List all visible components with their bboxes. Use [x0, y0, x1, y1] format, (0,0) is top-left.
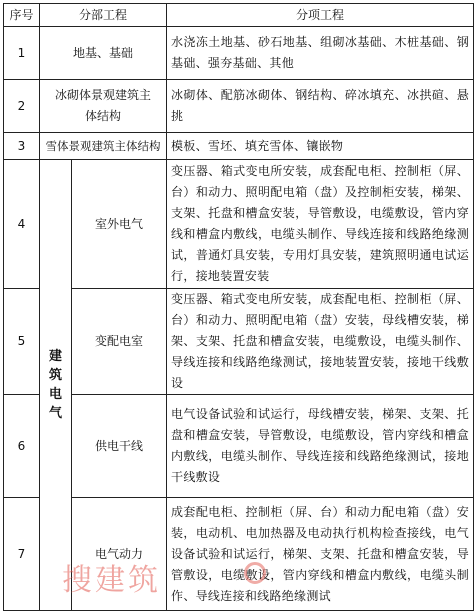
group-label-cell — [40, 160, 72, 611]
row-number: 7 — [4, 498, 40, 611]
subdivision-name: 室外电气 — [72, 160, 167, 289]
row-number: 3 — [4, 133, 40, 160]
subdivision-table — [3, 3, 474, 611]
row-number: 4 — [4, 160, 40, 289]
group-label: 建筑电气 — [48, 348, 62, 421]
watermark-text: 搜建筑 — [62, 563, 161, 598]
row-number: 2 — [4, 80, 40, 133]
row-number: 5 — [4, 289, 40, 395]
row-number: 1 — [4, 27, 40, 80]
division-name: 冰砌体景观建筑主体结构 — [40, 80, 167, 133]
subdivision-name: 供电干线 — [72, 395, 167, 498]
table-row — [4, 80, 474, 133]
division-name: 地基、基础 — [40, 27, 167, 80]
header-no: 序号 — [4, 4, 40, 27]
item-list: 变压器、箱式变电所安装，成套配电柜、控制柜（屏、台）和动力、照明配电箱（盘）安装，母线槽安装，梯架、支架、托盘和槽盒安装，电缆敷设，电缆头制作、导线连接和线路绝缘测试，接地装置安装，接地干线敷设 — [167, 289, 474, 395]
division-name: 雪体景观建筑主体结构 — [40, 133, 167, 160]
table-row — [4, 160, 474, 289]
item-list: 水浇冻土地基、砂石地基、组砌冰基础、木桩基础、钢基础、强夯基础、其他 — [167, 27, 474, 80]
subdivision-name: 电气动力 — [72, 498, 167, 611]
item-list: 冰砌体、配筋冰砌体、钢结构、碎冰填充、冰拱碹、悬挑 — [167, 80, 474, 133]
item-list: 成套配电柜、控制柜（屏、台）和动力配电箱（盘）安装，电动机、电加热器及电动执行机构检查接线，电气设备试验和试运行，梯架、支架、托盘和槽盒安装，导管敷设，电缆敷设，管内穿线和槽盒内敷线，电缆头制作、导线连接和线路绝缘测试 — [167, 498, 474, 611]
item-list: 变压器、箱式变电所安装，成套配电柜、控制柜（屏、台）和动力、照明配电箱（盘）及控制柜安装，梯架、支架、托盘和槽盒安装，导管敷设，电缆敷设，管内穿线和槽盒内敷线，电缆头制作、导线连接和线路绝缘测试，普通灯具安装，专用灯具安装，建筑照明通电试运行，接地装置安装 — [167, 160, 474, 289]
header-division: 分部工程 — [40, 4, 167, 27]
table-row — [4, 289, 474, 395]
table-row — [4, 133, 474, 160]
row-number: 6 — [4, 395, 40, 498]
item-list: 电气设备试验和试运行，母线槽安装，梯架、支架、托盘和槽盒安装，导管敷设，电缆敷设，管内穿线和槽盒内敷线，电缆头制作、导线连接和线路绝缘测试，接地干线敷设 — [167, 395, 474, 498]
watermark-logo-icon — [244, 562, 266, 584]
table-row — [4, 27, 474, 80]
item-list: 模板、雪坯、填充雪体、镶嵌物 — [167, 133, 474, 160]
header-items: 分项工程 — [167, 4, 474, 27]
table-row — [4, 395, 474, 498]
subdivision-name: 变配电室 — [72, 289, 167, 395]
table-header-row — [4, 4, 474, 27]
